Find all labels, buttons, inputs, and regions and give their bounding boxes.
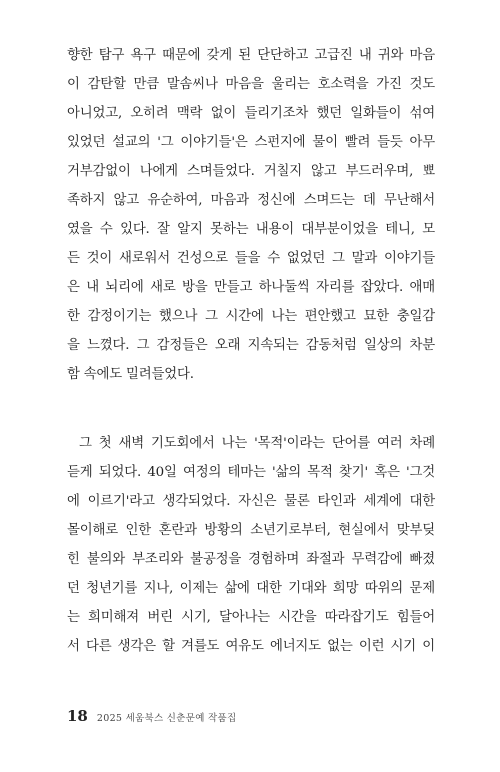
text-line: 였을 수 있다. 잘 알지 못하는 내용이 대부분이었을 테니, 모 bbox=[67, 222, 435, 237]
text-line: 그 첫 새벽 기도회에서 나는 '목적'이라는 단어를 여러 차례 bbox=[79, 436, 435, 451]
text-line: 한 감정이기는 했으나 그 시간에 나는 편안했고 묘한 충일감 bbox=[67, 309, 435, 324]
page-number: 18 bbox=[67, 707, 88, 725]
text-line: 족하지 않고 유순하여, 마음과 정신에 스며드는 데 무난해서 bbox=[67, 193, 435, 208]
text-line: 서 다른 생각은 할 겨를도 여유도 에너지도 없는 이런 시기 이 bbox=[67, 639, 435, 654]
text-line: 함 속에도 밀려들었다. bbox=[67, 367, 194, 382]
text-line: 있었던 설교의 '그 이야기들'은 스펀지에 물이 빨려 들듯 아무 bbox=[67, 135, 435, 150]
text-line: 는 희미해져 버린 시기, 달아나는 시간을 따라잡기도 힘들어 bbox=[67, 610, 435, 625]
text-line: 에 이르기'라고 생각되었다. 자신은 물론 타인과 세계에 대한 bbox=[67, 494, 435, 509]
text-line: 아니었고, 오히려 맥락 없이 들리기조차 했던 일화들이 섞여 bbox=[67, 106, 435, 121]
text-line: 거부감없이 나에게 스며들었다. 거칠지 않고 부드러우며, 뾰 bbox=[67, 164, 435, 179]
text-line: 힌 불의와 부조리와 불공정을 경험하며 좌절과 무력감에 빠졌 bbox=[67, 552, 435, 567]
text-line: 은 내 뇌리에 새로 방을 만들고 하나둘씩 자리를 잡았다. 애매 bbox=[67, 280, 435, 295]
text-line: 듣게 되었다. 40일 여정의 테마는 '삶의 목적 찾기' 혹은 '그것 bbox=[67, 465, 435, 480]
text-line: 을 느꼈다. 그 감정들은 오래 지속되는 감동처럼 일상의 차분 bbox=[67, 338, 435, 353]
running-title: 2025 세움북스 신춘문예 작품집 bbox=[96, 713, 237, 724]
text-line: 몰이해로 인한 혼란과 방황의 소년기로부터, 현실에서 맞부딪 bbox=[67, 523, 435, 538]
page-footer bbox=[67, 707, 236, 725]
text-line: 든 것이 새로워서 건성으로 들을 수 없었던 그 말과 이야기들 bbox=[67, 251, 435, 266]
text-line: 향한 탐구 욕구 때문에 갖게 된 단단하고 고급진 내 귀와 마음 bbox=[67, 48, 435, 63]
text-line: 이 감탄할 만큼 말솜씨나 마음을 울리는 호소력을 가진 것도 bbox=[67, 77, 435, 92]
text-line: 던 청년기를 지나, 이제는 삶에 대한 기대와 희망 따위의 문제 bbox=[67, 581, 435, 596]
